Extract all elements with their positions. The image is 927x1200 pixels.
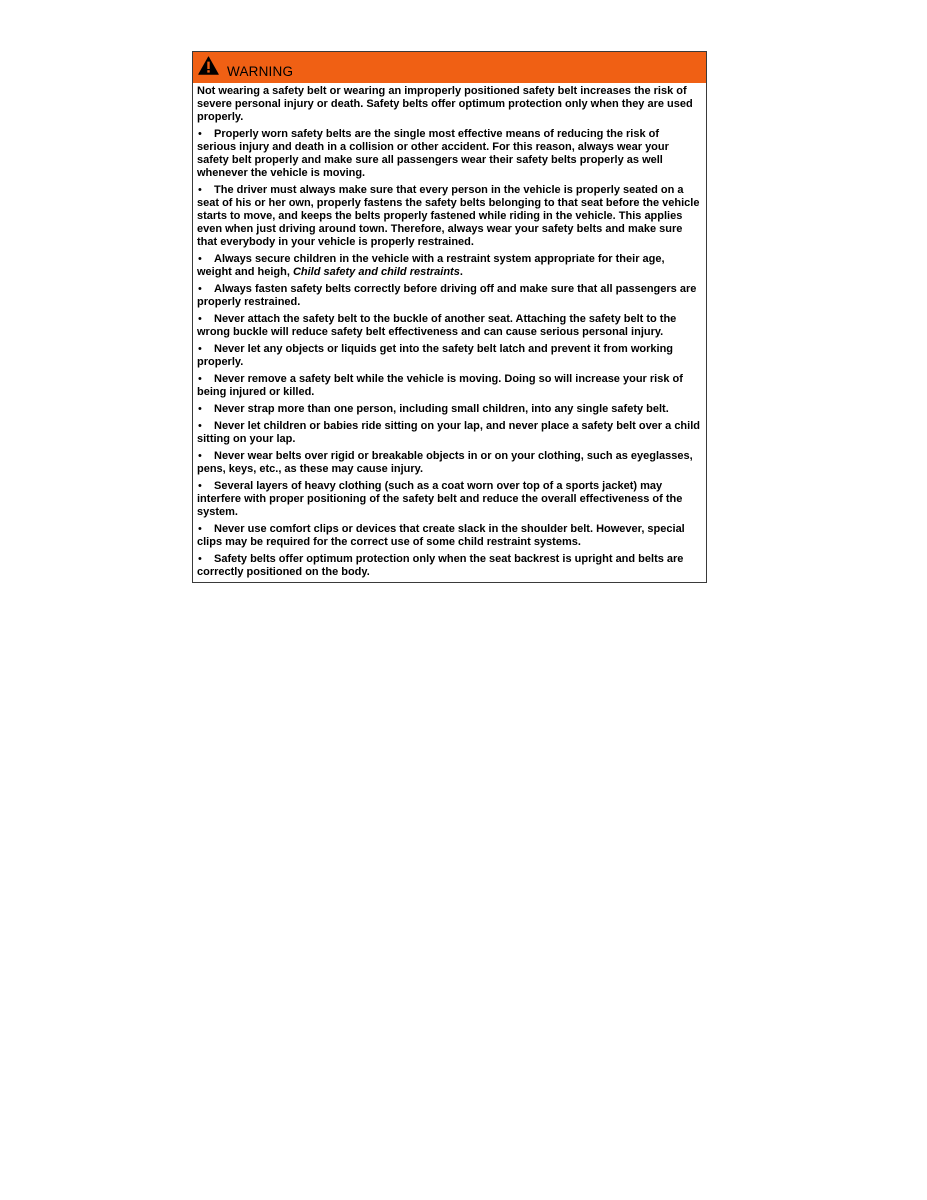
bullet-icon: • [198, 553, 202, 565]
warning-item-suffix: . [459, 266, 463, 278]
bullet-icon: • [198, 403, 202, 415]
warning-item-text: Never wear belts over rigid or breakable objects in or on your clothing, such as eyeglasses, pens, keys, etc., as these may cause injury. [197, 450, 693, 475]
warning-list-item [197, 523, 701, 549]
warning-list-item [197, 373, 701, 399]
bullet-icon: • [198, 450, 202, 462]
warning-item-text: Never let children or babies ride sitting on your lap, and never place a safety belt over a child sitting on your lap. [197, 420, 700, 445]
bullet-icon: • [198, 480, 202, 492]
warning-item-text: The driver must always make sure that every person in the vehicle is properly seated on a seat of his or her own, properly fastens the safety belts belonging to that seat before the vehicle starts to move, and keeps the belts properly fastened while riding in the vehicle. This applies even when just driving around town. Therefore, always wear your safety belts and make sure that everybody in your vehicle is properly restrained. [197, 184, 700, 248]
cross-reference-link[interactable]: Child safety and child restraints [292, 266, 460, 278]
warning-list-item [197, 420, 701, 446]
warning-list-item [197, 128, 701, 180]
warning-list-item [197, 450, 701, 476]
warning-triangle-icon [198, 56, 219, 75]
warning-list-item [197, 480, 701, 519]
warning-item-text: Never attach the safety belt to the buckle of another seat. Attaching the safety belt to the wrong buckle will reduce safety belt effectiveness and can cause serious personal injury. [197, 313, 677, 338]
warning-item-text: Never use comfort clips or devices that create slack in the shoulder belt. However, special clips may be required for the correct use of some child restraint systems. [197, 523, 685, 548]
bullet-icon: • [198, 420, 202, 432]
warning-list-item [197, 403, 701, 416]
bullet-icon: • [198, 184, 202, 196]
warning-body [193, 83, 706, 582]
warning-list [197, 128, 701, 579]
warning-item-text: Properly worn safety belts are the single most effective means of reducing the risk of serious injury and death in a collision or other accident. For this reason, always wear your safety belt properly and make sure all passengers wear their safety belts properly as well whenever the vehicle is moving. [197, 128, 669, 179]
warning-item-text: Several layers of heavy clothing (such as a coat worn over top of a sports jacket) may interfere with proper positioning of the safety belt and reduce the overall effectiveness of the system. [197, 480, 683, 518]
warning-list-item [197, 553, 701, 579]
warning-item-text: Always fasten safety belts correctly before driving off and make sure that all passengers are properly restrained. [197, 283, 697, 308]
warning-item-text: Safety belts offer optimum protection only when the seat backrest is upright and belts are correctly positioned on the body. [197, 553, 684, 578]
warning-list-item [197, 184, 701, 249]
warning-title: WARNING [227, 63, 294, 79]
warning-item-text: Never remove a safety belt while the vehicle is moving. Doing so will increase your risk of being injured or killed. [197, 373, 683, 398]
bullet-icon: • [198, 128, 202, 140]
bullet-icon: • [198, 253, 202, 265]
warning-list-item [197, 313, 701, 339]
bullet-icon: • [198, 283, 202, 295]
warning-intro: Not wearing a safety belt or wearing an improperly positioned safety belt increases the risk of severe personal injury or death. Safety belts offer optimum protection only when they are used properly. [197, 85, 693, 123]
warning-header [193, 52, 706, 83]
warning-list-item [197, 283, 701, 309]
warning-box [192, 51, 707, 583]
warning-item-text: Never let any objects or liquids get into the safety belt latch and prevent it from working properly. [197, 343, 674, 368]
bullet-icon: • [198, 313, 202, 325]
warning-item-text: Always secure children in the vehicle with a restraint system appropriate for their age, weight and heigh, [197, 253, 665, 278]
bullet-icon: • [198, 523, 202, 535]
bullet-icon: • [198, 343, 202, 355]
warning-list-item [197, 343, 701, 369]
bullet-icon: • [198, 373, 202, 385]
warning-item-text: Never strap more than one person, including small children, into any single safety belt. [214, 403, 669, 415]
warning-list-item [197, 253, 701, 279]
